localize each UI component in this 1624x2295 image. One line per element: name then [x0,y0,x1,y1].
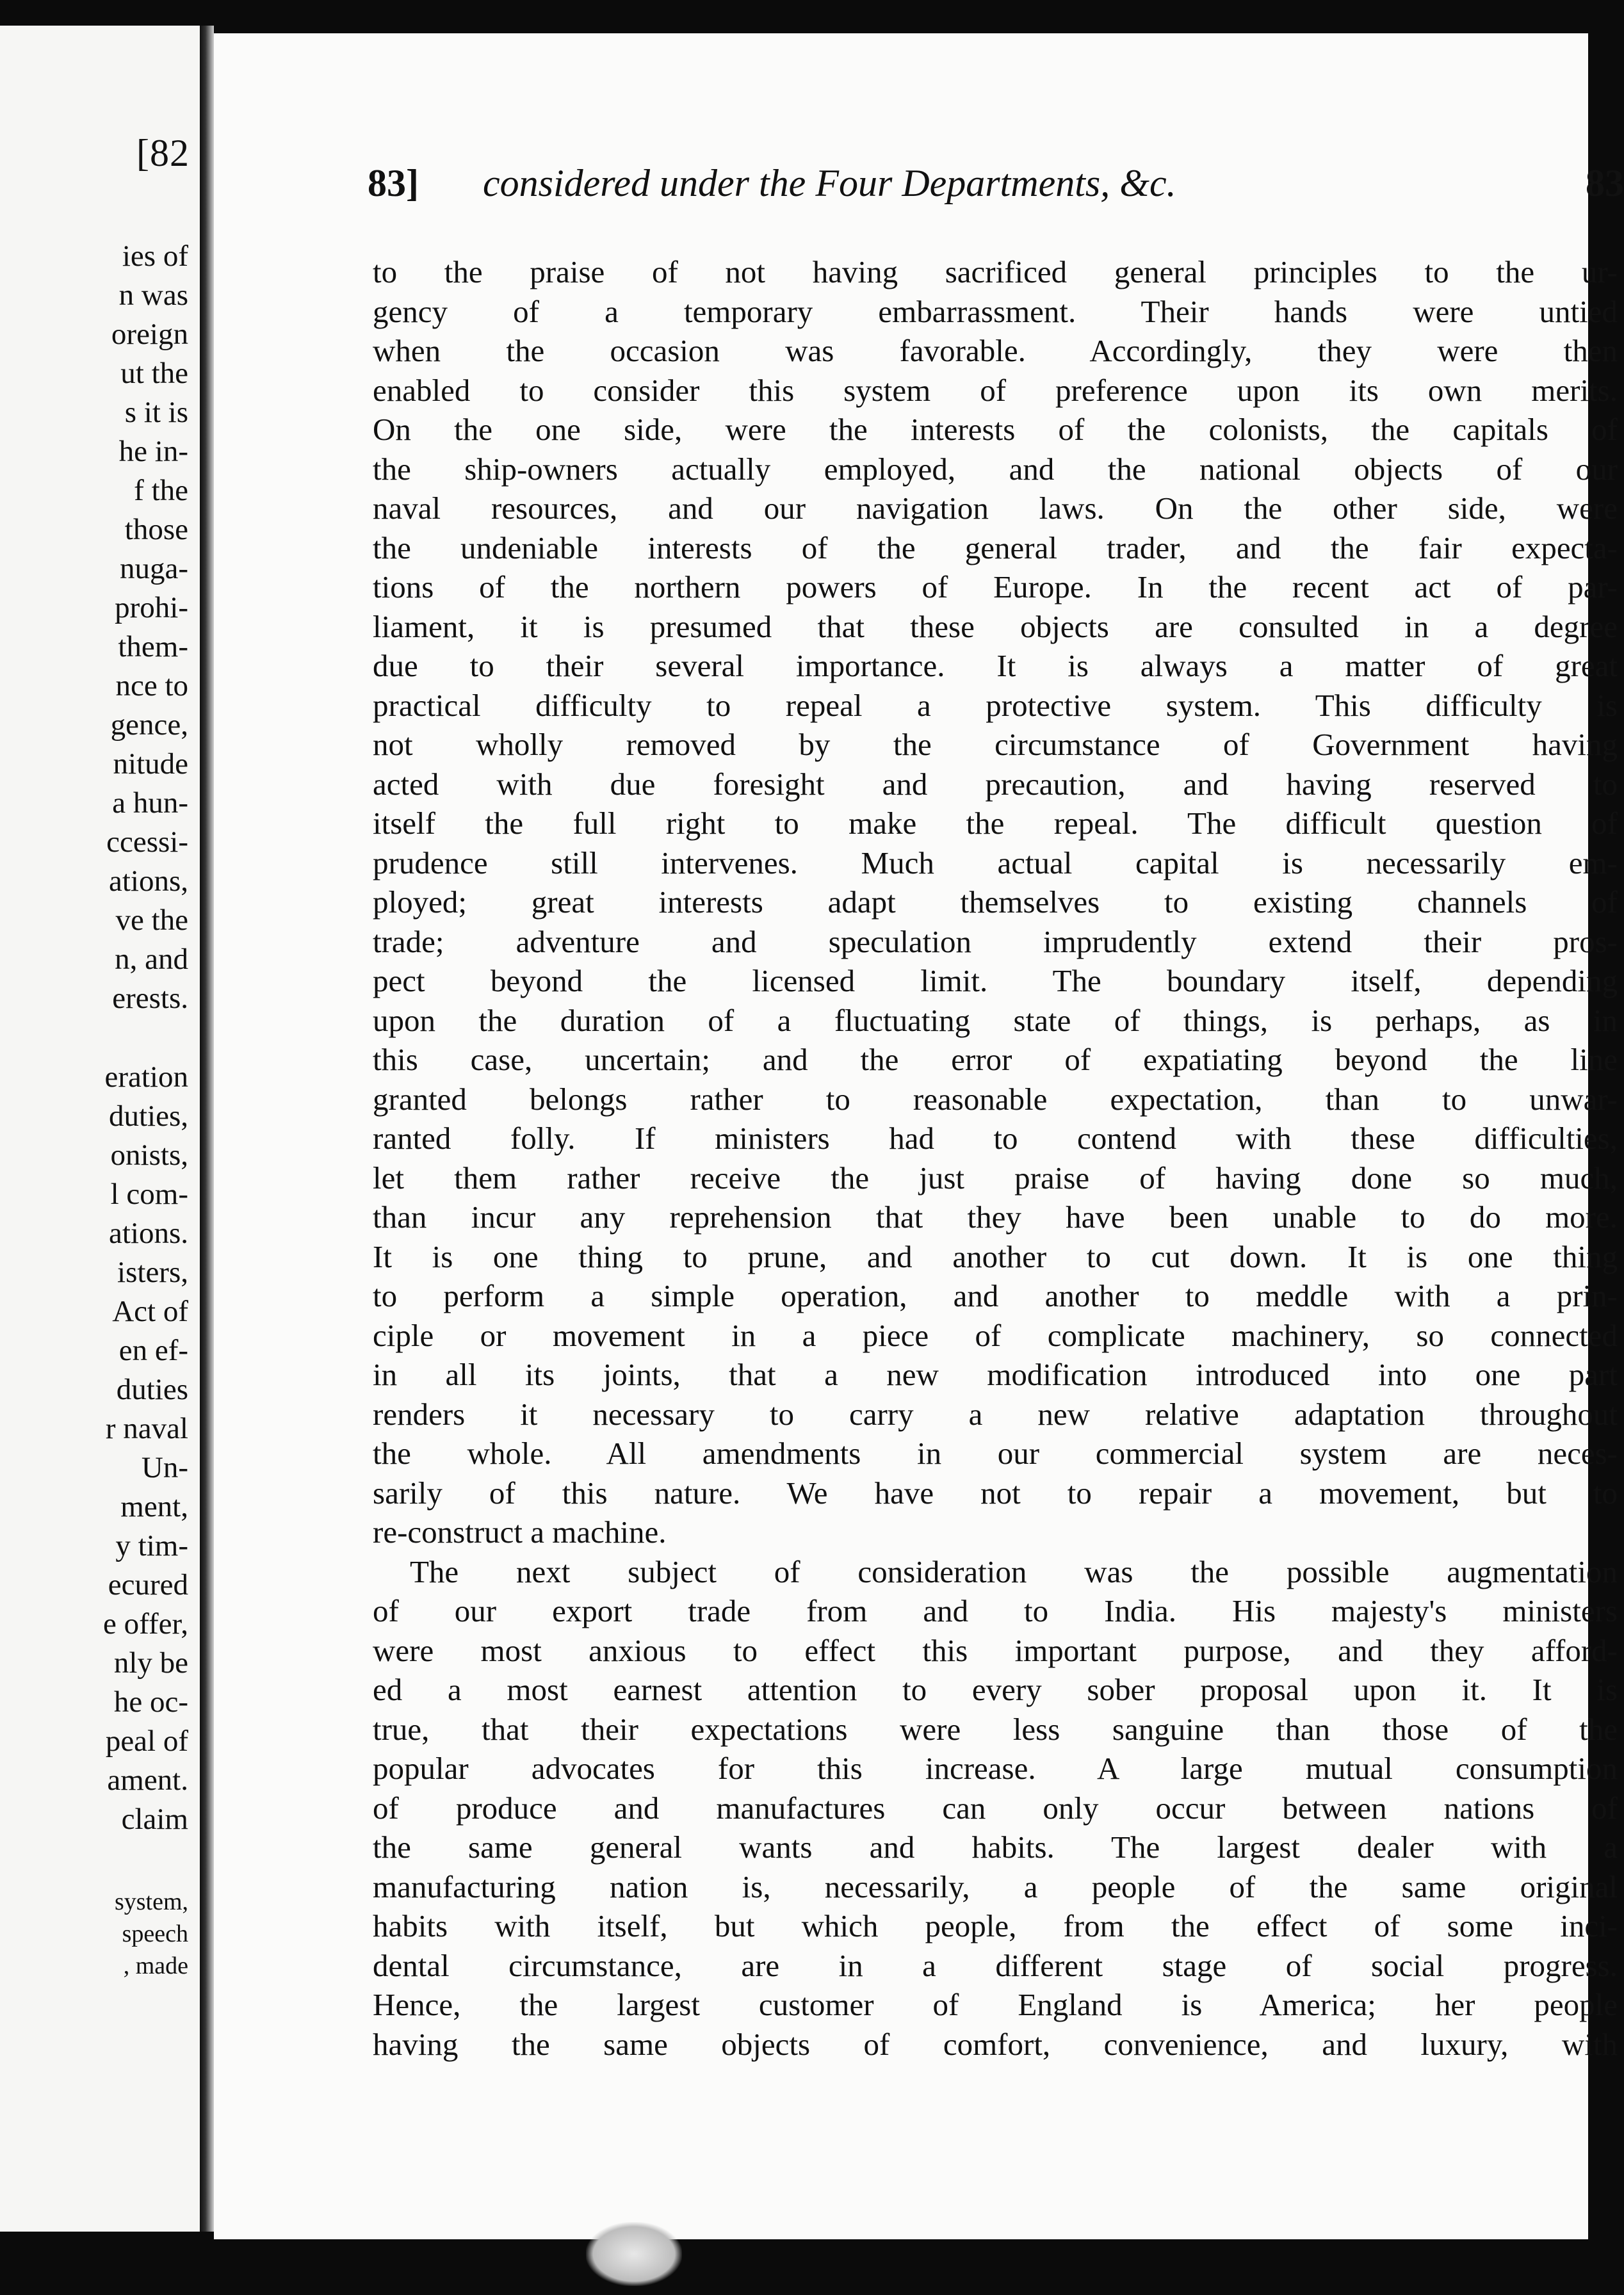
text-line: liament, it is presumed that these objects are consulted in a degree [373,608,1618,644]
text-line: n was [118,279,188,312]
text-line: Un- [141,1451,188,1484]
text-line: than incur any reprehension that they have been unable to do more. [373,1199,1618,1235]
text-line: granted belongs rather to reasonable expectation, than to unwar- [373,1081,1618,1117]
text-line: nitude [113,747,188,781]
text-line: to perform a simple operation, and another to meddle with a prin- [373,1278,1618,1313]
text-line: y tim- [115,1529,188,1562]
text-line: The next subject of consideration was the possible augmentation [410,1553,1618,1589]
running-head [368,161,1624,219]
text-line: isters, [117,1256,188,1289]
text-line: claim [121,1803,188,1836]
body-text [373,252,1618,2064]
text-line: ament. [107,1764,188,1797]
text-line: acted with due foresight and precaution, and having reserved to [373,766,1618,802]
text-line: of our export trade from and to India. His majesty's ministers [373,1593,1618,1628]
text-line: On the one side, were the interests of the colonists, the capitals of [373,412,1618,447]
text-line: enabled to consider this system of preference upon its own merits. [373,372,1618,408]
left-page-text [103,237,188,1839]
text-line: itself the full right to make the repeal. The difficult question of [373,806,1618,841]
text-line: dental circumstance, are in a different stage of social progress. [373,1947,1618,1983]
text-line: ment, [120,1490,188,1523]
text-line: trade; adventure and speculation imprudently extend their pros- [373,923,1618,959]
text-line: upon the duration of a fluctuating state of things, is perhaps, as in [373,1002,1618,1038]
text-line: prudence still intervenes. Much actual capital is necessarily em- [373,845,1618,880]
running-title: considered under the Four Departments, &c. [483,162,1176,204]
text-line: popular advocates for this increase. A large mutual consumption [373,1751,1618,1786]
text-line: duties, [108,1099,188,1133]
text-line: to the praise of not having sacrificed general principles to the ur- [373,254,1618,289]
text-line: due to their several importance. It is always a matter of great [373,648,1618,683]
text-line: renders it necessary to carry a new relative adaptation throughout [373,1396,1618,1432]
page-number: 83 [1586,162,1624,204]
text-line: onists, [110,1139,188,1172]
text-line: when the occasion was favorable. Accordingly, they were then [373,333,1618,368]
text-line: ations. [108,1217,188,1250]
text-line: in all its joints, that a new modification introduced into one part [373,1357,1618,1392]
text-line: s it is [124,396,188,429]
text-line: ployed; great interests adapt themselves to existing channels of [373,884,1618,920]
text-line: them- [118,630,188,663]
text-line: he in- [118,435,188,468]
text-line: prohi- [115,591,188,624]
text-line: Hence, the largest customer of England is America; her people [373,1987,1618,2022]
text-line: not wholly removed by the circumstance of Government having [373,727,1618,762]
text-line: ut the [120,357,188,390]
text-line: ciple or movement in a piece of complicate machinery, so connected [373,1317,1618,1353]
text-line: Act of [112,1295,188,1328]
text-line: ccessi- [106,825,188,859]
signature-mark: 83] [368,162,419,204]
text-line: true, that their expectations were less sanguine than those of the [373,1711,1618,1747]
text-line: en ef- [118,1334,188,1367]
footnote-line: system, [114,1888,188,1915]
text-line: the undeniable interests of the general trader, and the fair expecta- [373,530,1618,565]
text-line: gency of a temporary embarrassment. Their hands were untied [373,293,1618,329]
text-line: e offer, [103,1607,188,1641]
text-line: naval resources, and our navigation laws. On the other side, were [373,491,1618,526]
text-line: let them rather receive the just praise of having done so much, [373,1160,1618,1196]
text-line: oreign [111,318,188,351]
footnote-line: , made [123,1952,188,1979]
text-line: were most anxious to effect this important purpose, and they afford- [373,1632,1618,1668]
text-line: sarily of this nature. We have not to repair a movement, but to [373,1475,1618,1511]
text-line: the same general wants and habits. The largest dealer with a [373,1829,1618,1865]
text-line: the whole. All amendments in our commercial system are neces- [373,1436,1618,1471]
text-line: pect beyond the licensed limit. The boundary itself, depending [373,963,1618,998]
text-line: re-construct a machine. [373,1514,667,1550]
text-line: manufacturing nation is, necessarily, a people of the same original [373,1869,1618,1904]
text-line: ve the [115,904,188,937]
text-line: It is one thing to prune, and another to cut down. It is one thing [373,1238,1618,1274]
text-line: tions of the northern powers of Europe. In the recent act of par- [373,569,1618,604]
text-line: those [124,513,188,546]
text-line: eration [104,1060,188,1094]
text-line: ations, [108,864,188,898]
text-line: having the same objects of comfort, convenience, and luxury, with [373,2026,1618,2062]
text-line: f the [134,474,188,507]
text-line: nly be [113,1646,188,1680]
text-line: duties [116,1373,188,1406]
text-line: peal of [105,1724,188,1758]
right-page [214,33,1624,2239]
text-line: practical difficulty to repeal a protective system. This difficulty is [373,687,1618,723]
text-line: of produce and manufactures can only occur between nations of [373,1790,1618,1826]
left-page-footnotes [115,1886,188,1982]
text-line: nce to [115,669,188,702]
text-line: a hun- [112,786,188,820]
text-line: n, and [115,943,188,976]
text-line: this case, uncertain; and the error of expatiating beyond the line [373,1042,1618,1077]
text-line: ed a most earnest attention to every sober proposal upon it. It is [373,1672,1618,1707]
left-page [0,26,204,2232]
left-page-header: [82 [136,132,190,174]
text-line: ies of [122,239,188,273]
text-line: erests. [112,982,188,1015]
text-line: nuga- [119,552,188,585]
text-line: he oc- [113,1685,188,1719]
book-gutter [200,26,214,2232]
page-stain [586,2222,682,2286]
text-line: ecured [108,1568,188,1602]
text-line: ranted folly. If ministers had to contend with these difficulties, [373,1121,1618,1156]
footnote-line: speech [122,1920,188,1947]
text-line: r naval [105,1412,188,1445]
text-line: the ship-owners actually employed, and the national objects of our [373,451,1618,487]
text-line: habits with itself, but which people, from the effect of some inci- [373,1908,1618,1943]
text-line: gence, [110,708,188,742]
text-line: l com- [110,1178,188,1211]
